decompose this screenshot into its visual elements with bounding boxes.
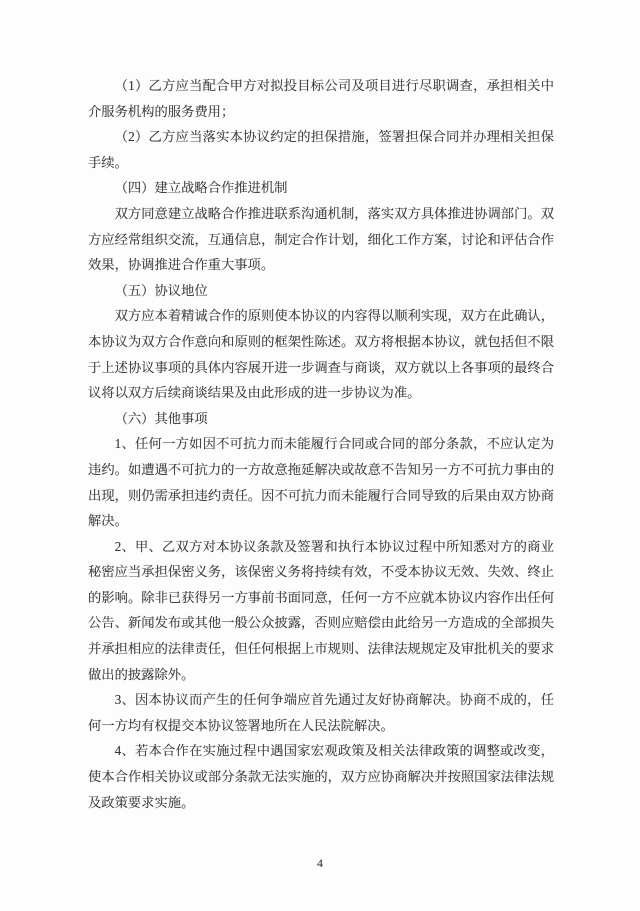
paragraph: 双方同意建立战略合作推进联系沟通机制，落实双方具体推进协调部门。双方应经常组织交流，互通信息，制定合作计划，细化工作方案，讨论和评估合作效果，协调推进合作重大事项。 — [88, 205, 554, 273]
section-heading: （五）协议地位 — [114, 282, 208, 298]
paragraph: （1）乙方应当配合甲方对拟投目标公司及项目进行尽职调查，承担相关中介服务机构的服务费用； — [88, 78, 554, 119]
section-heading: （四）建立战略合作推进机制 — [114, 180, 288, 196]
paragraph: 4、若本合作在实施过程中遇国家宏观政策及相关法律政策的调整或改变，使本合作相关协议或部分条款无法实施的，双方应协商解决并按照国家法律法规及政策要求实施。 — [88, 743, 554, 810]
paragraph: 3、因本协议而产生的任何争端应首先通过友好协商解决。协商不成的，任何一方均有权提交本协议签署地所在人民法院解决。 — [88, 692, 554, 733]
paragraph: 双方应本着精诚合作的原则使本协议的内容得以顺利实现，双方在此确认，本协议为双方合作意向和原则的框架性陈述。双方将根据本协议，就包括但不限于上述协议事项的具体内容展开进一步调查与商谈，双方就以上各事项的最终合议将以双方后续商谈结果及由此形成的进一步协议为准。 — [88, 308, 554, 401]
paragraph: 1、任何一方如因不可抗力而未能履行合同或合同的部分条款，不应认定为违约。如遭遇不可抗力的一方故意拖延解决或故意不告知另一方不可抗力事由的出现，则仍需承担违约责任。因不可抗力而未能履行合同导致的后果由双方协商解决。 — [88, 436, 554, 529]
document-body — [88, 73, 554, 815]
section-heading: （六）其他事项 — [114, 410, 208, 426]
page-number: 4 — [317, 856, 323, 870]
paragraph: （2）乙方应当落实本协议约定的担保措施，签署担保合同并办理相关担保手续。 — [88, 129, 554, 170]
paragraph: 2、甲、乙双方对本协议条款及签署和执行本协议过程中所知悉对方的商业秘密应当承担保密义务，该保密义务将持续有效，不受本协议无效、失效、终止的影响。除非已获得另一方事前书面同意，任何一方不应就本协议内容作出任何公告、新闻发布或其他一般公众披露，否则应赔偿由此给另一方造成的全部损失并承担相应的法律责任，但任何根据上市规则、法律法规规定及审批机关的要求做出的披露除外。 — [88, 538, 554, 682]
